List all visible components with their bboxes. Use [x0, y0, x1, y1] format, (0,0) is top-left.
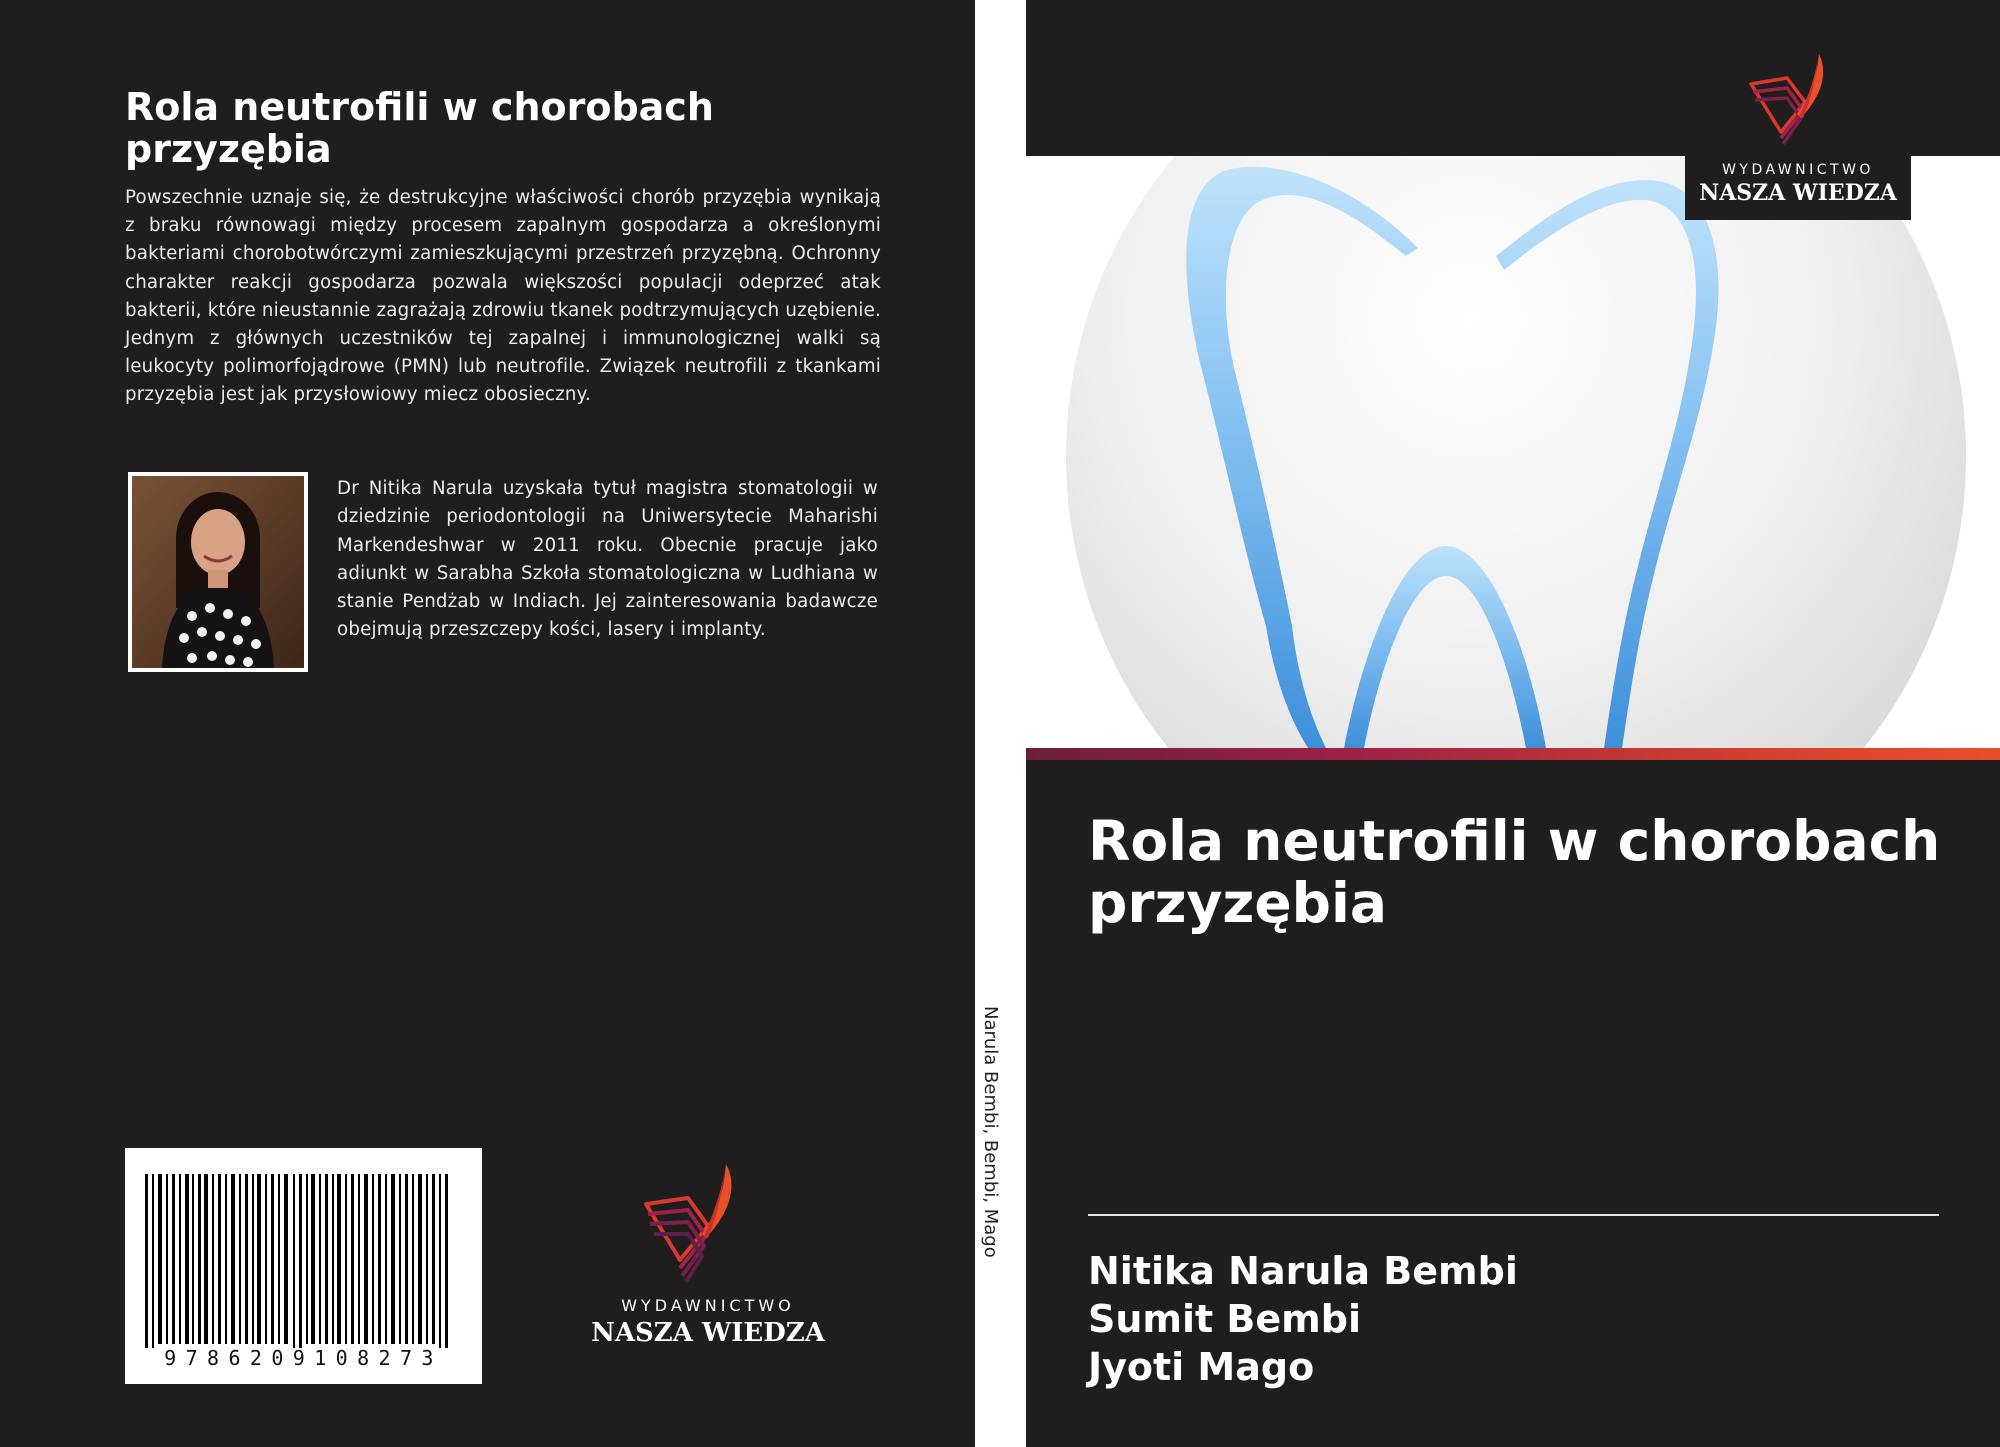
- front-author-3: Jyoti Mago: [1088, 1345, 1315, 1389]
- publisher-label-big: NASZA WIEDZA: [591, 1318, 825, 1348]
- publisher-logo-icon: [588, 1160, 828, 1290]
- isbn-barcode: [125, 1148, 482, 1384]
- back-cover: [0, 0, 975, 1447]
- tooth-icon: [1026, 156, 2000, 748]
- isbn-digits: 9786209108273: [164, 1346, 443, 1370]
- back-cover-title: Rola neutrofili w chorobach przyzębia: [125, 85, 714, 171]
- author-bio: Dr Nitika Narula uzyskała tytuł magistra stomatologii w dziedzinie periodontologii na Uniwersytecie Maharishi Markendeshwar w 2011 roku. Obecnie pracuje jako adiunkt w Sarabha Szkoła stomatologiczna w Ludhiana w stanie Pendżab w Indiach. Jej zainteresowania badawcze obejmują przeszczepy kości, lasery i implanty.: [337, 478, 878, 641]
- publisher-label-small-front: WYDAWNICTWO: [1722, 162, 1874, 178]
- front-author-1: Nitika Narula Bembi: [1088, 1249, 1518, 1293]
- publisher-logo-front: [1685, 0, 1911, 220]
- spine-authors: Narula Bembi, Bembi, Mago: [980, 1006, 1001, 1258]
- barcode-image: [125, 1148, 482, 1348]
- back-cover-blurb: Powszechnie uznaje się, że destrukcyjne właściwości chorób przyzębia wynikają z braku równowagi między procesem zapalnym gospodarza a określonymi bakteriami chorobotwórczymi zamieszkującymi przestrzeń przyzębną. Ochronny charakter reakcji gospodarza pozwala większości populacji odeprzeć atak bakterii, które nieustannie zagrażają zdrowiu tkanek podtrzymujących uzębienie. Jednym z głównych uczestników tej zapalnej i immunologicznej walki są leukocyty polimorfojądrowe (PMN) lub neutrofile. Związek neutrofili z tkankami przyzębia jest jak przysłowiowy miecz obosieczny.: [125, 187, 881, 406]
- front-author-2: Sumit Bembi: [1088, 1297, 1361, 1341]
- publisher-logo-front-icon: [1685, 0, 1911, 150]
- publisher-logo: [588, 1160, 828, 1348]
- author-portrait-image: [132, 476, 304, 668]
- publisher-label-small: WYDAWNICTWO: [621, 1296, 795, 1315]
- front-cover: [1026, 0, 2000, 1447]
- front-cover-title: Rola neutrofili w chorobach przyzębia: [1088, 809, 1941, 935]
- publisher-label-big-front: NASZA WIEDZA: [1699, 180, 1897, 206]
- author-photo: [128, 472, 308, 672]
- accent-stripe: [1026, 748, 2000, 760]
- front-author-list: [1088, 1247, 1888, 1391]
- front-divider: [1088, 1214, 1939, 1216]
- cover-tooth-image: [1026, 156, 2000, 748]
